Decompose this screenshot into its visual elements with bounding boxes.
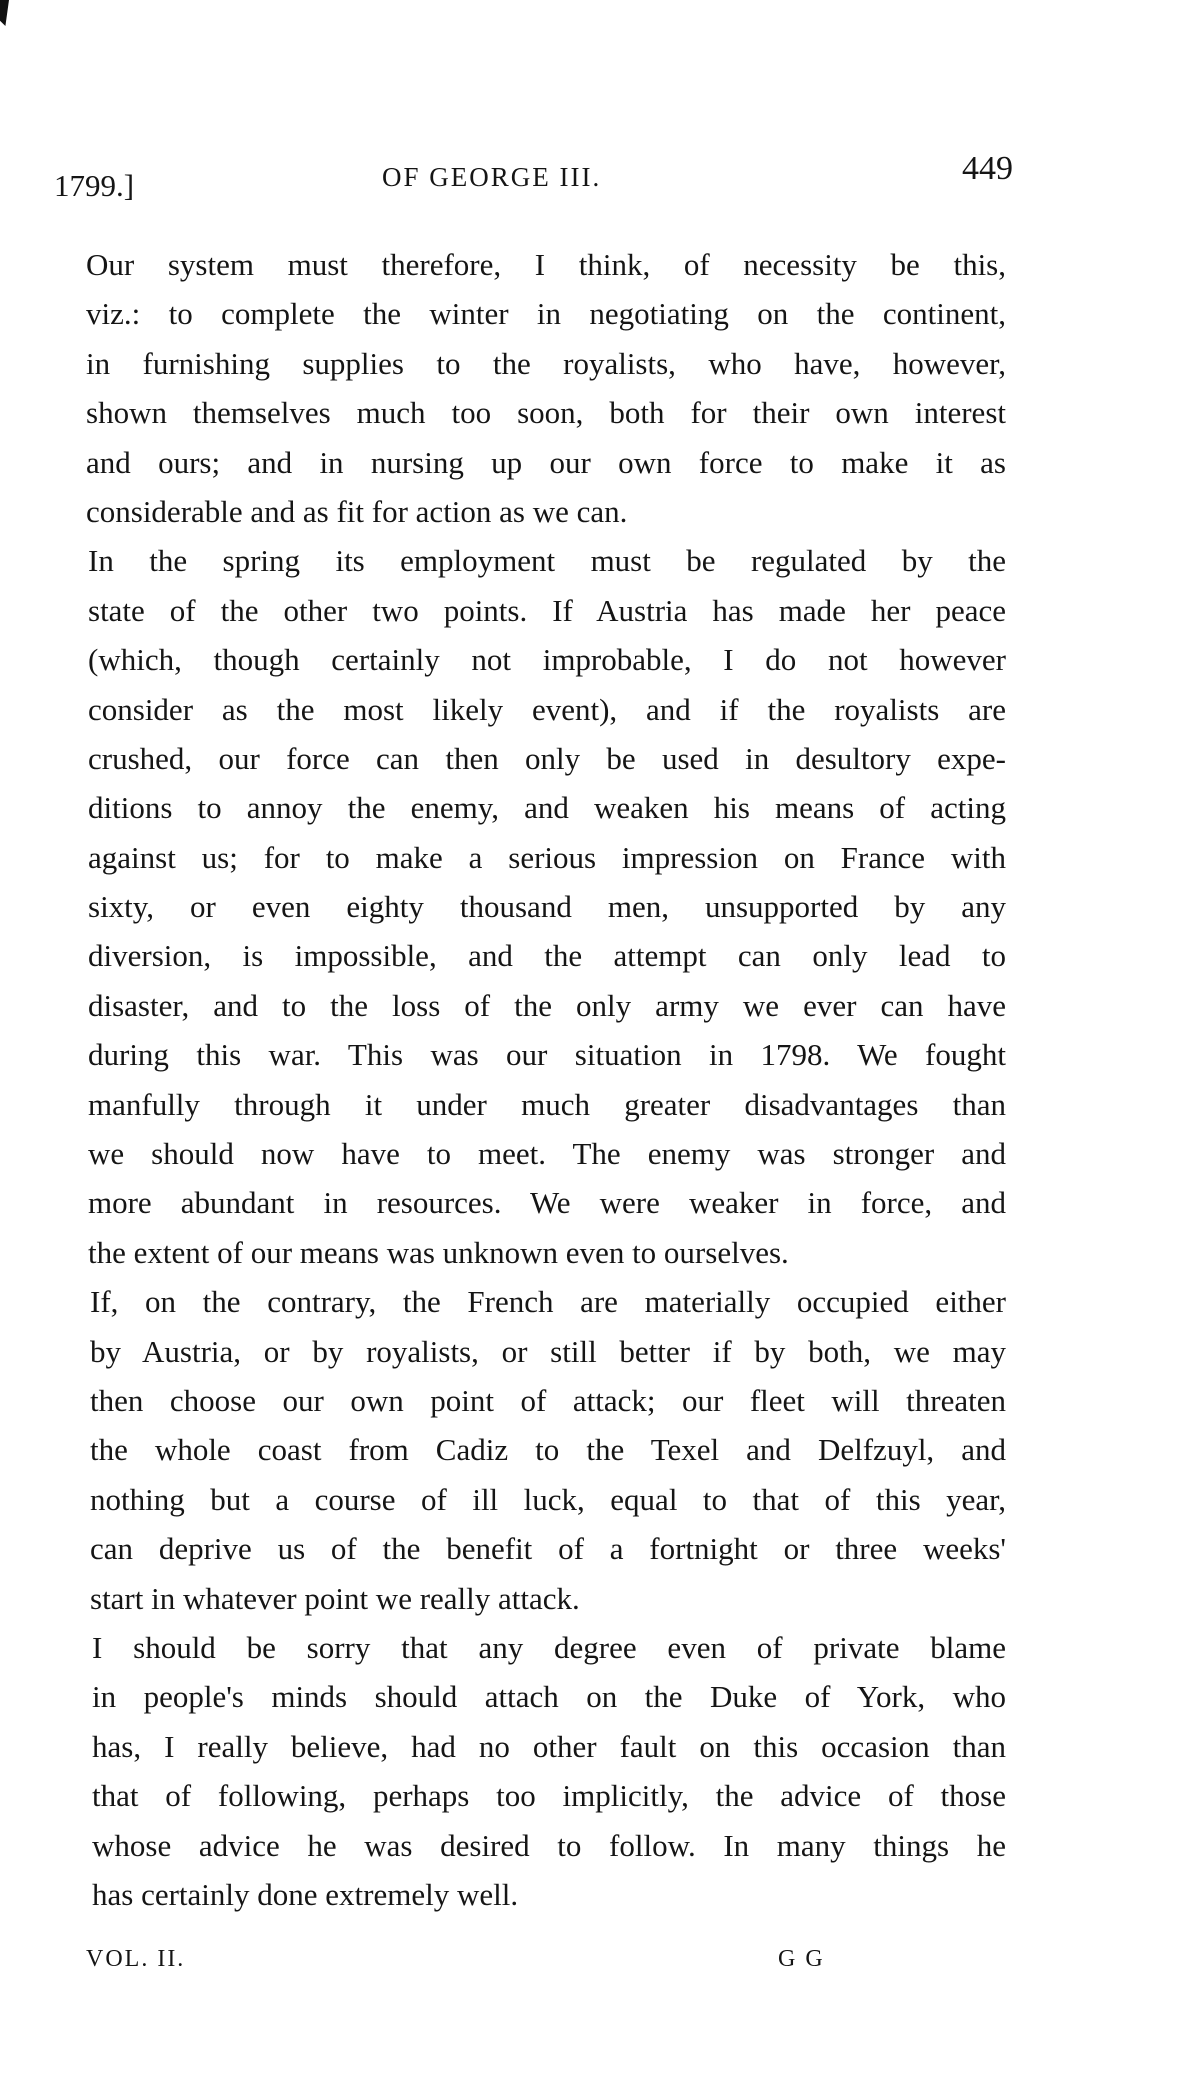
paragraph [86, 240, 1006, 536]
text-line: has certainly done extremely well. [92, 1876, 519, 1912]
text-line: the extent of our means was unknown even to ourselves. [88, 1234, 789, 1270]
text-line: viz.: to complete the winter in negotiating on the continent, [86, 296, 1006, 332]
text-line: can deprive us of the benefit of a fortnight or three weeks' [90, 1531, 1006, 1567]
text-line: If, on the contrary, the French are materially occupied either [90, 1284, 1006, 1320]
text-line: shown themselves much too soon, both for their own interest [86, 395, 1006, 431]
paragraph [92, 1623, 1006, 1919]
text-line: manfully through it under much greater disadvantages than [88, 1086, 1006, 1122]
text-line: against us; for to make a serious impression on France with [88, 839, 1006, 875]
text-line: we should now have to meet. The enemy was stronger and [88, 1136, 1006, 1172]
running-head-year: 1799.] [54, 168, 135, 203]
running-head-title: OF GEORGE III. [382, 162, 602, 192]
text-line: ditions to annoy the enemy, and weaken his means of acting [88, 790, 1006, 826]
page-number: 449 [962, 150, 1013, 187]
text-line: has, I really believe, had no other fault on this occasion than [92, 1728, 1006, 1764]
text-line: In the spring its employment must be regulated by the [88, 543, 1006, 579]
text-line: by Austria, or by royalists, or still better if by both, we may [90, 1333, 1006, 1369]
text-line: in furnishing supplies to the royalists, who have, however, [86, 345, 1006, 381]
paragraph [90, 1277, 1006, 1623]
text-line: disaster, and to the loss of the only army we ever can have [88, 987, 1006, 1023]
text-line: diversion, is impossible, and the attempt can only lead to [88, 938, 1006, 974]
text-line: consider as the most likely event), and if the royalists are [88, 691, 1006, 727]
text-line: more abundant in resources. We were weaker in force, and [88, 1185, 1006, 1221]
text-line: (which, though certainly not improbable, I do not however [88, 642, 1006, 678]
scan-mark [0, 0, 9, 26]
text-line: I should be sorry that any degree even of private blame [92, 1629, 1006, 1665]
text-line: whose advice he was desired to follow. In many things he [92, 1827, 1006, 1863]
text-line: Our system must therefore, I think, of necessity be this, [86, 247, 1006, 282]
page-body [86, 240, 1006, 1919]
footer-signature-mark: G G [778, 1946, 825, 1972]
text-line: in people's minds should attach on the Duke of York, who [92, 1679, 1006, 1715]
footer-volume: VOL. II. [86, 1946, 186, 1972]
text-line: the whole coast from Cadiz to the Texel and Delfzuyl, and [90, 1432, 1006, 1468]
text-line: nothing but a course of ill luck, equal to that of this year, [90, 1481, 1006, 1517]
paragraph [88, 536, 1006, 1277]
text-line: that of following, perhaps too implicitly, the advice of those [92, 1778, 1006, 1814]
text-line: state of the other two points. If Austria has made her peace [88, 592, 1006, 628]
text-line: crushed, our force can then only be used in desultory expe- [88, 740, 1006, 776]
text-line: sixty, or even eighty thousand men, unsupported by any [88, 889, 1006, 925]
text-line: and ours; and in nursing up our own force to make it as [86, 444, 1006, 480]
text-line: considerable and as fit for action as we can. [86, 493, 628, 529]
text-line: then choose our own point of attack; our fleet will threaten [90, 1382, 1006, 1418]
text-line: start in whatever point we really attack. [90, 1580, 580, 1616]
text-line: during this war. This was our situation in 1798. We fought [88, 1037, 1006, 1073]
